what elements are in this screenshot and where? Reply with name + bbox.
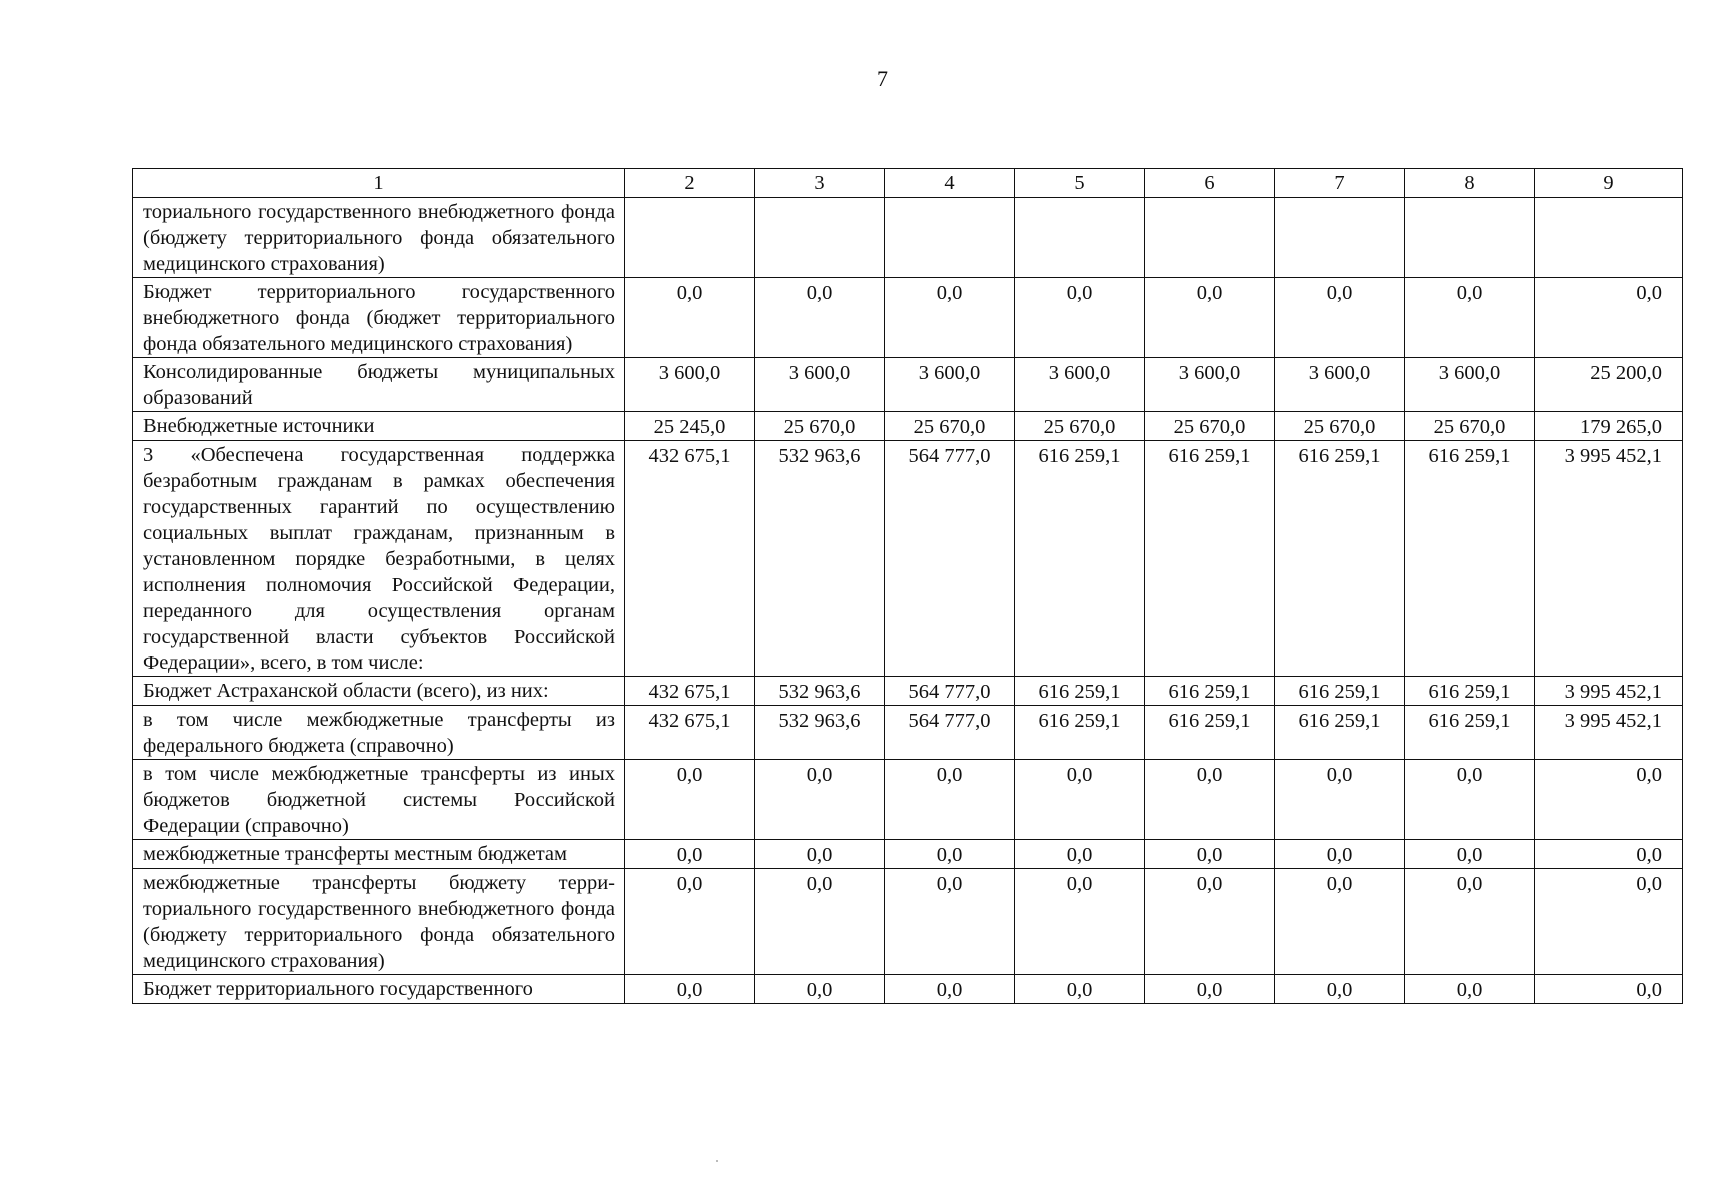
- value-cell-col-7: 616 259,1: [1275, 441, 1405, 677]
- value-cell-col-6: 0,0: [1145, 278, 1275, 358]
- value-cell-col-5: 616 259,1: [1015, 677, 1145, 706]
- value-cell-col-8: 3 600,0: [1405, 358, 1535, 412]
- value-cell-col-2: 3 600,0: [625, 358, 755, 412]
- value-cell-col-5: 616 259,1: [1015, 441, 1145, 677]
- value-cell-col-5: 0,0: [1015, 278, 1145, 358]
- scan-speck: [716, 1160, 718, 1162]
- value-cell-col-4: 564 777,0: [885, 706, 1015, 760]
- value-cell-col-3: 0,0: [755, 975, 885, 1004]
- value-cell-col-8: 616 259,1: [1405, 441, 1535, 677]
- value-cell-col-7: 0,0: [1275, 840, 1405, 869]
- value-cell-col-9: 25 200,0: [1535, 358, 1683, 412]
- value-cell-col-4: 564 777,0: [885, 677, 1015, 706]
- value-cell-col-4: 0,0: [885, 760, 1015, 840]
- table-row: [133, 760, 1683, 840]
- value-cell-col-6: 0,0: [1145, 760, 1275, 840]
- column-header-2: 2: [625, 169, 755, 198]
- value-cell-col-7: 616 259,1: [1275, 677, 1405, 706]
- column-header-6: 6: [1145, 169, 1275, 198]
- column-header-3: 3: [755, 169, 885, 198]
- value-cell-col-5: 0,0: [1015, 760, 1145, 840]
- row-label: Внебюджетные источники: [133, 412, 625, 441]
- row-label: межбюджетные трансферты бюджету территориального государственного внебюджетного фонда (бюджету территориального фонда обязательного медицинского страхования): [133, 869, 625, 975]
- value-cell-col-4: 0,0: [885, 840, 1015, 869]
- row-label: в том числе межбюджетные трансферты из федерального бюджета (справочно): [133, 706, 625, 760]
- column-header-8: 8: [1405, 169, 1535, 198]
- value-cell-col-2: 0,0: [625, 760, 755, 840]
- table-row: [133, 840, 1683, 869]
- value-cell-col-8: 0,0: [1405, 760, 1535, 840]
- row-label: Бюджет Астраханской области (всего), из них:: [133, 677, 625, 706]
- value-cell-col-5: [1015, 198, 1145, 278]
- value-cell-col-4: 0,0: [885, 278, 1015, 358]
- page-number: 7: [877, 66, 888, 91]
- value-cell-col-8: 616 259,1: [1405, 706, 1535, 760]
- column-header-4: 4: [885, 169, 1015, 198]
- column-header-7: 7: [1275, 169, 1405, 198]
- value-cell-col-3: 532 963,6: [755, 677, 885, 706]
- value-cell-col-6: 0,0: [1145, 869, 1275, 975]
- value-cell-col-4: 25 670,0: [885, 412, 1015, 441]
- value-cell-col-8: 0,0: [1405, 840, 1535, 869]
- column-header-1: 1: [133, 169, 625, 198]
- value-cell-col-3: 0,0: [755, 760, 885, 840]
- value-cell-col-2: 432 675,1: [625, 677, 755, 706]
- value-cell-col-5: 0,0: [1015, 975, 1145, 1004]
- value-cell-col-2: 25 245,0: [625, 412, 755, 441]
- value-cell-col-9: 3 995 452,1: [1535, 706, 1683, 760]
- value-cell-col-3: 0,0: [755, 840, 885, 869]
- value-cell-col-2: [625, 198, 755, 278]
- value-cell-col-2: 0,0: [625, 278, 755, 358]
- table-row: [133, 706, 1683, 760]
- row-label: межбюджетные трансферты местным бюджетам: [133, 840, 625, 869]
- value-cell-col-3: 3 600,0: [755, 358, 885, 412]
- value-cell-col-3: 25 670,0: [755, 412, 885, 441]
- value-cell-col-9: 0,0: [1535, 760, 1683, 840]
- row-label: ториального государственного внебюджетного фонда (бюджету территориального фонда обязательного медицинского страхования): [133, 198, 625, 278]
- row-label: Консолидированные бюджеты муниципальных образований: [133, 358, 625, 412]
- value-cell-col-4: 0,0: [885, 975, 1015, 1004]
- value-cell-col-8: 0,0: [1405, 975, 1535, 1004]
- column-header-5: 5: [1015, 169, 1145, 198]
- value-cell-col-5: 0,0: [1015, 840, 1145, 869]
- value-cell-col-4: 564 777,0: [885, 441, 1015, 677]
- row-label: Бюджет территориального государственного: [133, 975, 625, 1004]
- table-header-row: [133, 169, 1683, 198]
- value-cell-col-2: 0,0: [625, 840, 755, 869]
- value-cell-col-3: 532 963,6: [755, 441, 885, 677]
- value-cell-col-4: 0,0: [885, 869, 1015, 975]
- value-cell-col-9: 0,0: [1535, 975, 1683, 1004]
- value-cell-col-2: 0,0: [625, 869, 755, 975]
- value-cell-col-7: [1275, 198, 1405, 278]
- value-cell-col-8: 0,0: [1405, 278, 1535, 358]
- value-cell-col-3: 0,0: [755, 278, 885, 358]
- value-cell-col-5: 3 600,0: [1015, 358, 1145, 412]
- value-cell-col-4: [885, 198, 1015, 278]
- value-cell-col-6: 616 259,1: [1145, 706, 1275, 760]
- value-cell-col-8: [1405, 198, 1535, 278]
- value-cell-col-6: 25 670,0: [1145, 412, 1275, 441]
- value-cell-col-6: 0,0: [1145, 840, 1275, 869]
- value-cell-col-6: 0,0: [1145, 975, 1275, 1004]
- table-row: [133, 441, 1683, 677]
- value-cell-col-2: 432 675,1: [625, 441, 755, 677]
- value-cell-col-9: 0,0: [1535, 278, 1683, 358]
- value-cell-col-8: 0,0: [1405, 869, 1535, 975]
- table-row: [133, 358, 1683, 412]
- value-cell-col-9: 3 995 452,1: [1535, 677, 1683, 706]
- value-cell-col-9: 0,0: [1535, 869, 1683, 975]
- table-row: [133, 677, 1683, 706]
- value-cell-col-6: 616 259,1: [1145, 441, 1275, 677]
- table-row: [133, 198, 1683, 278]
- table-row: [133, 412, 1683, 441]
- value-cell-col-7: 0,0: [1275, 760, 1405, 840]
- value-cell-col-3: 0,0: [755, 869, 885, 975]
- value-cell-col-8: 616 259,1: [1405, 677, 1535, 706]
- value-cell-col-6: 3 600,0: [1145, 358, 1275, 412]
- value-cell-col-7: 0,0: [1275, 869, 1405, 975]
- value-cell-col-9: 3 995 452,1: [1535, 441, 1683, 677]
- value-cell-col-5: 25 670,0: [1015, 412, 1145, 441]
- value-cell-col-5: 616 259,1: [1015, 706, 1145, 760]
- value-cell-col-7: 0,0: [1275, 278, 1405, 358]
- value-cell-col-7: 0,0: [1275, 975, 1405, 1004]
- row-label: в том числе межбюджетные трансферты из иных бюджетов бюджетной системы Российской Федерации (справочно): [133, 760, 625, 840]
- value-cell-col-4: 3 600,0: [885, 358, 1015, 412]
- row-label: Бюджет территориального государственного внебюджетного фонда (бюджет территориального фонда обязательного медицинского страхования): [133, 278, 625, 358]
- value-cell-col-9: [1535, 198, 1683, 278]
- value-cell-col-2: 432 675,1: [625, 706, 755, 760]
- value-cell-col-9: 179 265,0: [1535, 412, 1683, 441]
- table-row: [133, 278, 1683, 358]
- table-row: [133, 975, 1683, 1004]
- value-cell-col-7: 3 600,0: [1275, 358, 1405, 412]
- value-cell-col-9: 0,0: [1535, 840, 1683, 869]
- column-header-9: 9: [1535, 169, 1683, 198]
- value-cell-col-3: 532 963,6: [755, 706, 885, 760]
- value-cell-col-3: [755, 198, 885, 278]
- value-cell-col-6: 616 259,1: [1145, 677, 1275, 706]
- value-cell-col-5: 0,0: [1015, 869, 1145, 975]
- value-cell-col-8: 25 670,0: [1405, 412, 1535, 441]
- value-cell-col-7: 25 670,0: [1275, 412, 1405, 441]
- table-body: [133, 169, 1683, 1004]
- value-cell-col-7: 616 259,1: [1275, 706, 1405, 760]
- table-row: [133, 869, 1683, 975]
- value-cell-col-6: [1145, 198, 1275, 278]
- budget-table: [132, 168, 1683, 1004]
- value-cell-col-2: 0,0: [625, 975, 755, 1004]
- row-label: 3 «Обеспечена государственная поддержка безработным гражданам в рамках обеспечения государственных гарантий по осуществлению социальных выплат гражданам, признанным в установленном порядке безработными, в целях исполнения полномочия Российской Федерации, переданного для осуществления органам государственной власти субъектов Российской Федерации», всего, в том числе:: [133, 441, 625, 677]
